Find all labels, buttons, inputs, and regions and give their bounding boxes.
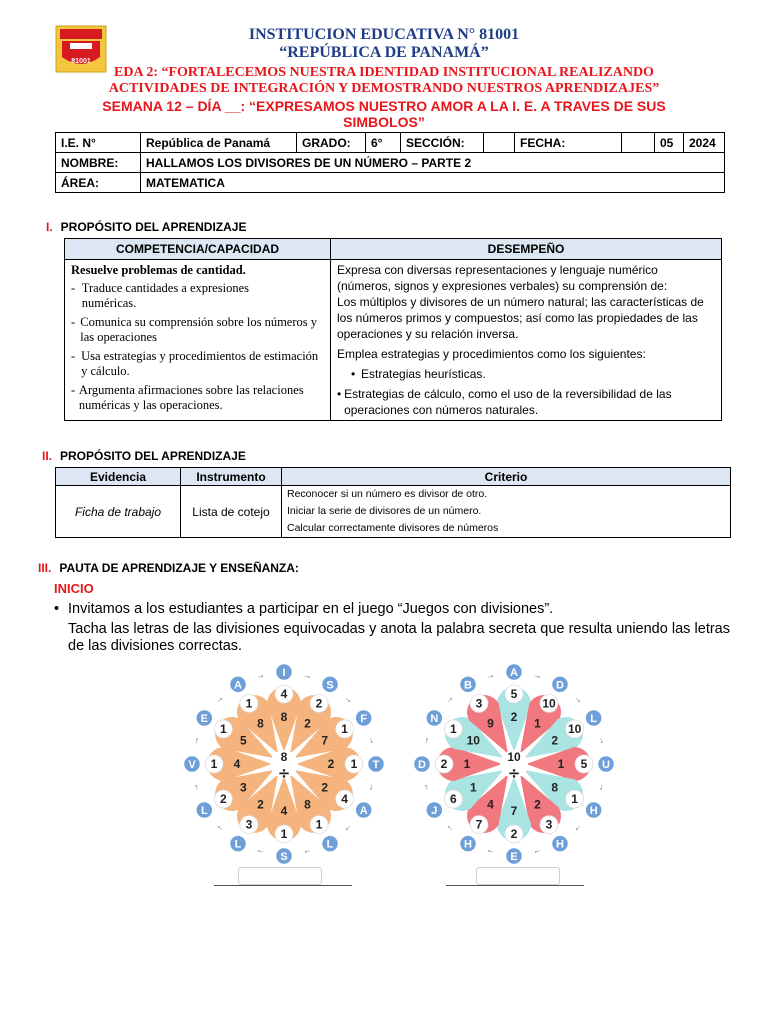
letter-label: A [359, 805, 368, 817]
letter-badge[interactable] [322, 676, 339, 693]
letter-label: E [200, 713, 208, 725]
arrow-icon: → [596, 734, 609, 746]
divisor-number: 2 [510, 827, 518, 841]
divisor-number: 1 [210, 757, 218, 771]
letter-label: F [360, 713, 368, 725]
letter-badge[interactable] [552, 676, 569, 693]
divisor-number: 1 [350, 757, 358, 771]
fecha-year: 2024 [684, 133, 725, 153]
letter-label: I [282, 667, 286, 679]
dividend-number: 7 [321, 733, 329, 748]
school-name: “REPÚBLICA DE PANAMÁ” [279, 44, 489, 61]
capacidad-1: Traduce cantidades a expresiones numéricas. [81, 281, 249, 310]
letter-badge[interactable] [585, 710, 602, 727]
divisor-number: 2 [220, 792, 227, 806]
dividend-number: 4 [487, 797, 494, 812]
letter-label: H [556, 838, 564, 851]
grado-label: GRADO: [297, 133, 366, 153]
section-3-heading [38, 561, 299, 575]
divisor-number: 5 [510, 687, 518, 701]
letter-badge[interactable] [598, 756, 615, 773]
letter-label: D [418, 759, 426, 771]
letter-label: S [326, 679, 334, 692]
eda-line-1: EDA 2: “FORTALECEMOS NUESTRA IDENTIDAD INSTITUCIONAL REALIZANDO [114, 65, 654, 80]
answer-box-1[interactable] [238, 867, 322, 885]
letter-badge[interactable] [355, 802, 372, 819]
divisor-number: 3 [245, 817, 253, 832]
dividend-number: 2 [551, 733, 559, 748]
divisor-number: 1 [341, 722, 348, 736]
desempeno-intro: Expresa con diversas representaciones y lenguaje numérico (números, signos y expresiones verbales) su comprensión de: [337, 263, 668, 293]
division-wheel-1 [184, 664, 384, 864]
section-1-heading [46, 220, 246, 234]
nombre-label: NOMBRE: [56, 153, 141, 173]
arrow-icon: → [342, 822, 356, 836]
desempeno-multiplos: Los múltiplos y divisores de un número natural; las características de los números primos y compuestos; así como las propiedades de las operaciones y su relación inversa. [337, 295, 704, 341]
divisor-number: 6 [450, 792, 457, 806]
letter-badge[interactable] [426, 802, 443, 819]
divisor-number: 5 [580, 757, 588, 771]
division-sign-icon: ÷ [277, 764, 291, 782]
letter-badge[interactable] [506, 664, 523, 681]
week-line-1: SEMANA 12 – DÍA __: “EXPRESAMOS NUESTRO AMOR A LA I. E. A TRAVES DE SUS [102, 98, 666, 114]
section-2-title: PROPÓSITO DEL APRENDIZAJE [60, 449, 246, 463]
capacidad-2: Comunica su comprensión sobre los números y las operaciones [80, 315, 318, 344]
evidencia-table [55, 467, 731, 538]
letter-label: S [280, 851, 288, 863]
divisor-number: 10 [567, 722, 582, 736]
col-desempeno: DESEMPEÑO [331, 239, 722, 260]
col-instrumento: Instrumento [181, 468, 282, 486]
capacidad-4: Argumenta afirmaciones sobre las relaciones numéricas y las operaciones. [78, 383, 304, 412]
divisor-number: 1 [450, 722, 457, 736]
desempeno-emplea: Emplea estrategias y procedimientos como los siguientes: [337, 347, 646, 361]
dividend-number: 10 [466, 733, 480, 748]
criterio-cell [282, 486, 731, 538]
competencia-title: Resuelve problemas de cantidad. [71, 263, 246, 277]
arrow-icon: → [302, 669, 314, 682]
letter-label: J [431, 805, 438, 817]
divisor-number: 2 [440, 757, 448, 771]
letter-badge[interactable] [196, 710, 213, 727]
arrow-icon: → [572, 822, 586, 836]
letter-label: U [602, 759, 610, 771]
arrow-icon: → [484, 846, 496, 859]
arrow-icon: → [532, 846, 544, 859]
divisor-number: 4 [280, 687, 288, 701]
arrow-icon: → [302, 846, 314, 859]
divisor-number: 1 [315, 817, 323, 832]
letter-label: N [430, 713, 439, 725]
letter-badge[interactable] [506, 848, 523, 865]
arrow-icon: → [442, 822, 456, 836]
dividend-number: 2 [534, 797, 541, 812]
competencia-cell: Resuelve problemas de cantidad. - Traduce cantidades a expresiones numéricas. - Comunica su comprensión sobre los números y las operaciones - Usa estrategias y procedimientos de estimación y cálculo. - Argumenta afirmaciones sobre las relaciones numéricas y las operaciones. [65, 260, 331, 421]
area-label: ÁREA: [56, 173, 141, 193]
letter-label: L [326, 838, 334, 851]
fecha-month: 05 [655, 133, 684, 153]
dividend-number: 8 [257, 716, 264, 731]
divisor-number: 1 [571, 792, 578, 806]
dividend-number: 8 [280, 710, 288, 724]
letter-badge[interactable] [414, 756, 431, 773]
letter-label: T [372, 759, 380, 771]
letter-badge[interactable] [276, 848, 293, 865]
letter-badge[interactable] [184, 756, 201, 773]
seccion-value[interactable] [484, 133, 515, 153]
inicio-bullet-text: Invitamos a los estudiantes a participar en el juego “Juegos con divisiones”. [68, 601, 554, 617]
letter-label: L [234, 838, 242, 851]
desempeno-bullet-1: Estrategias heurísticas. [361, 367, 486, 381]
arrow-icon: → [366, 734, 379, 746]
divisor-number: 3 [475, 696, 483, 711]
divisor-number: 2 [315, 696, 323, 711]
arrow-icon: → [596, 782, 609, 794]
logo-number: 81001 [71, 58, 91, 65]
arrow-icon: → [419, 782, 432, 794]
capacidad-3: Usa estrategias y procedimientos de estimación y cálculo. [81, 349, 319, 378]
criterio-3: Calcular correctamente divisores de números [287, 522, 499, 534]
section-3-number: III. [38, 561, 52, 575]
section-1-number: I. [46, 220, 53, 234]
divisor-number: 1 [220, 722, 227, 736]
col-evidencia: Evidencia [56, 468, 181, 486]
letter-label: L [200, 805, 208, 817]
col-criterio: Criterio [282, 468, 731, 486]
answer-line-1 [214, 885, 352, 886]
dividend-number: 1 [557, 757, 565, 771]
dividend-number: 9 [487, 716, 494, 731]
week-line-2: SIMBOLOS” [343, 114, 425, 130]
inicio-bullet: • Invitamos a los estudiantes a participar en el juego “Juegos con divisiones”. [54, 601, 554, 617]
section-2-heading [42, 449, 246, 463]
answer-box-2[interactable] [476, 867, 560, 885]
letter-badge[interactable] [552, 835, 569, 852]
letter-badge[interactable] [276, 664, 293, 681]
letter-label: H [464, 838, 472, 851]
divisor-number: 7 [475, 817, 483, 832]
letter-badge[interactable] [322, 835, 339, 852]
division-sign-icon: ÷ [507, 764, 521, 782]
letter-label: D [556, 679, 564, 692]
center-number: 10 [507, 750, 521, 764]
dividend-number: 1 [463, 757, 471, 771]
dividend-number: 1 [469, 780, 477, 795]
arrow-icon: → [189, 782, 202, 794]
section-3-title: PAUTA DE APRENDIZAJE Y ENSEÑANZA: [59, 561, 299, 575]
arrow-icon: → [342, 692, 356, 706]
arrow-icon: → [442, 692, 456, 706]
evidencia-value: Ficha de trabajo [56, 486, 181, 538]
arrow-icon: → [212, 692, 226, 706]
competencia-table [64, 238, 722, 421]
letter-badge[interactable] [355, 710, 372, 727]
arrow-icon: → [254, 669, 266, 682]
letter-label: B [464, 679, 472, 692]
letter-badge[interactable] [230, 835, 247, 852]
letter-label: E [510, 851, 518, 863]
fecha-label: FECHA: [515, 133, 622, 153]
letter-label: L [590, 713, 598, 725]
divisor-number: 1 [280, 827, 288, 841]
center-number: 8 [280, 750, 288, 764]
section-2-number: II. [42, 449, 53, 463]
fecha-day[interactable] [622, 133, 655, 153]
letter-badge[interactable] [196, 802, 213, 819]
arrow-icon: → [532, 669, 544, 682]
letter-badge[interactable] [460, 676, 477, 693]
dividend-number: 2 [304, 716, 311, 731]
letter-badge[interactable] [368, 756, 385, 773]
info-table [55, 132, 725, 193]
dividend-number: 2 [257, 797, 264, 812]
arrow-icon: → [254, 846, 266, 859]
letter-badge[interactable] [230, 676, 247, 693]
dividend-number: 8 [304, 797, 311, 812]
letter-badge[interactable] [585, 802, 602, 819]
grado-value: 6° [366, 133, 401, 153]
col-competencia: COMPETENCIA/CAPACIDAD [65, 239, 331, 260]
ie-value: República de Panamá [141, 133, 297, 153]
dividend-number: 2 [321, 780, 329, 795]
divisor-number: 10 [542, 696, 556, 711]
criterio-2: Iniciar la serie de divisores de un número. [287, 505, 482, 517]
arrow-icon: → [419, 734, 432, 746]
letter-label: V [188, 759, 196, 771]
section-1-title: PROPÓSITO DEL APRENDIZAJE [60, 220, 247, 234]
letter-label: H [589, 805, 598, 817]
answer-line-2 [446, 885, 584, 886]
ie-label: I.E. N° [56, 133, 141, 153]
dividend-number: 8 [551, 780, 559, 795]
desempeno-bullet-2: Estrategias de cálculo, como el uso de la reversibilidad de las operaciones con números naturales. [344, 387, 672, 417]
seccion-label: SECCIÓN: [401, 133, 484, 153]
inicio-label: INICIO [54, 581, 94, 596]
arrow-icon: → [366, 782, 379, 794]
arrow-icon: → [212, 822, 226, 836]
dividend-number: 2 [327, 757, 335, 771]
letter-badge[interactable] [460, 835, 477, 852]
school-title: INSTITUCION EDUCATIVA N° 81001 [248, 26, 520, 43]
letter-label: A [510, 667, 518, 679]
dividend-number: 4 [233, 757, 241, 771]
instruction-text: Tacha las letras de las divisiones equivocadas y anota la palabra secreta que resulta uniendo las letras de las divisiones correctas. [68, 621, 730, 654]
divisor-number: 4 [341, 792, 348, 806]
divisor-number: 3 [545, 817, 553, 832]
dividend-number: 2 [510, 710, 518, 724]
criterio-1: Reconocer si un número es divisor de otro. [287, 488, 488, 500]
dividend-number: 4 [280, 804, 288, 818]
arrow-icon: → [484, 669, 496, 682]
arrow-icon: → [572, 692, 586, 706]
arrow-icon: → [189, 734, 202, 746]
desempeno-cell: Expresa con diversas representaciones y lenguaje numérico (números, signos y expresiones verbales) su comprensión de: Los múltiplos y divisores de un número natural; las características de los números primos y compuestos; así como las propiedades de las operaciones y su relación inversa. Emplea estrategias y procedimientos como los siguientes: • Estrategias heurísticas. • Estrategias de cálculo, como el uso de la reversibilidad de las operaciones con números naturales. [331, 260, 722, 421]
letter-badge[interactable] [426, 710, 443, 727]
division-wheel-2 [414, 664, 614, 864]
dividend-number: 5 [239, 733, 247, 748]
dividend-number: 7 [510, 804, 518, 818]
nombre-value: HALLAMOS LOS DIVISORES DE UN NÚMERO – PARTE 2 [141, 153, 725, 173]
eda-line-2: ACTIVIDADES DE INTEGRACIÓN Y DEMOSTRANDO NUESTROS APRENDIZAJES” [108, 81, 660, 96]
area-value: MATEMATICA [141, 173, 725, 193]
dividend-number: 1 [534, 716, 541, 731]
divisor-number: 1 [245, 696, 253, 711]
dividend-number: 3 [239, 780, 247, 795]
instrumento-value: Lista de cotejo [181, 486, 282, 538]
letter-label: A [234, 679, 242, 692]
